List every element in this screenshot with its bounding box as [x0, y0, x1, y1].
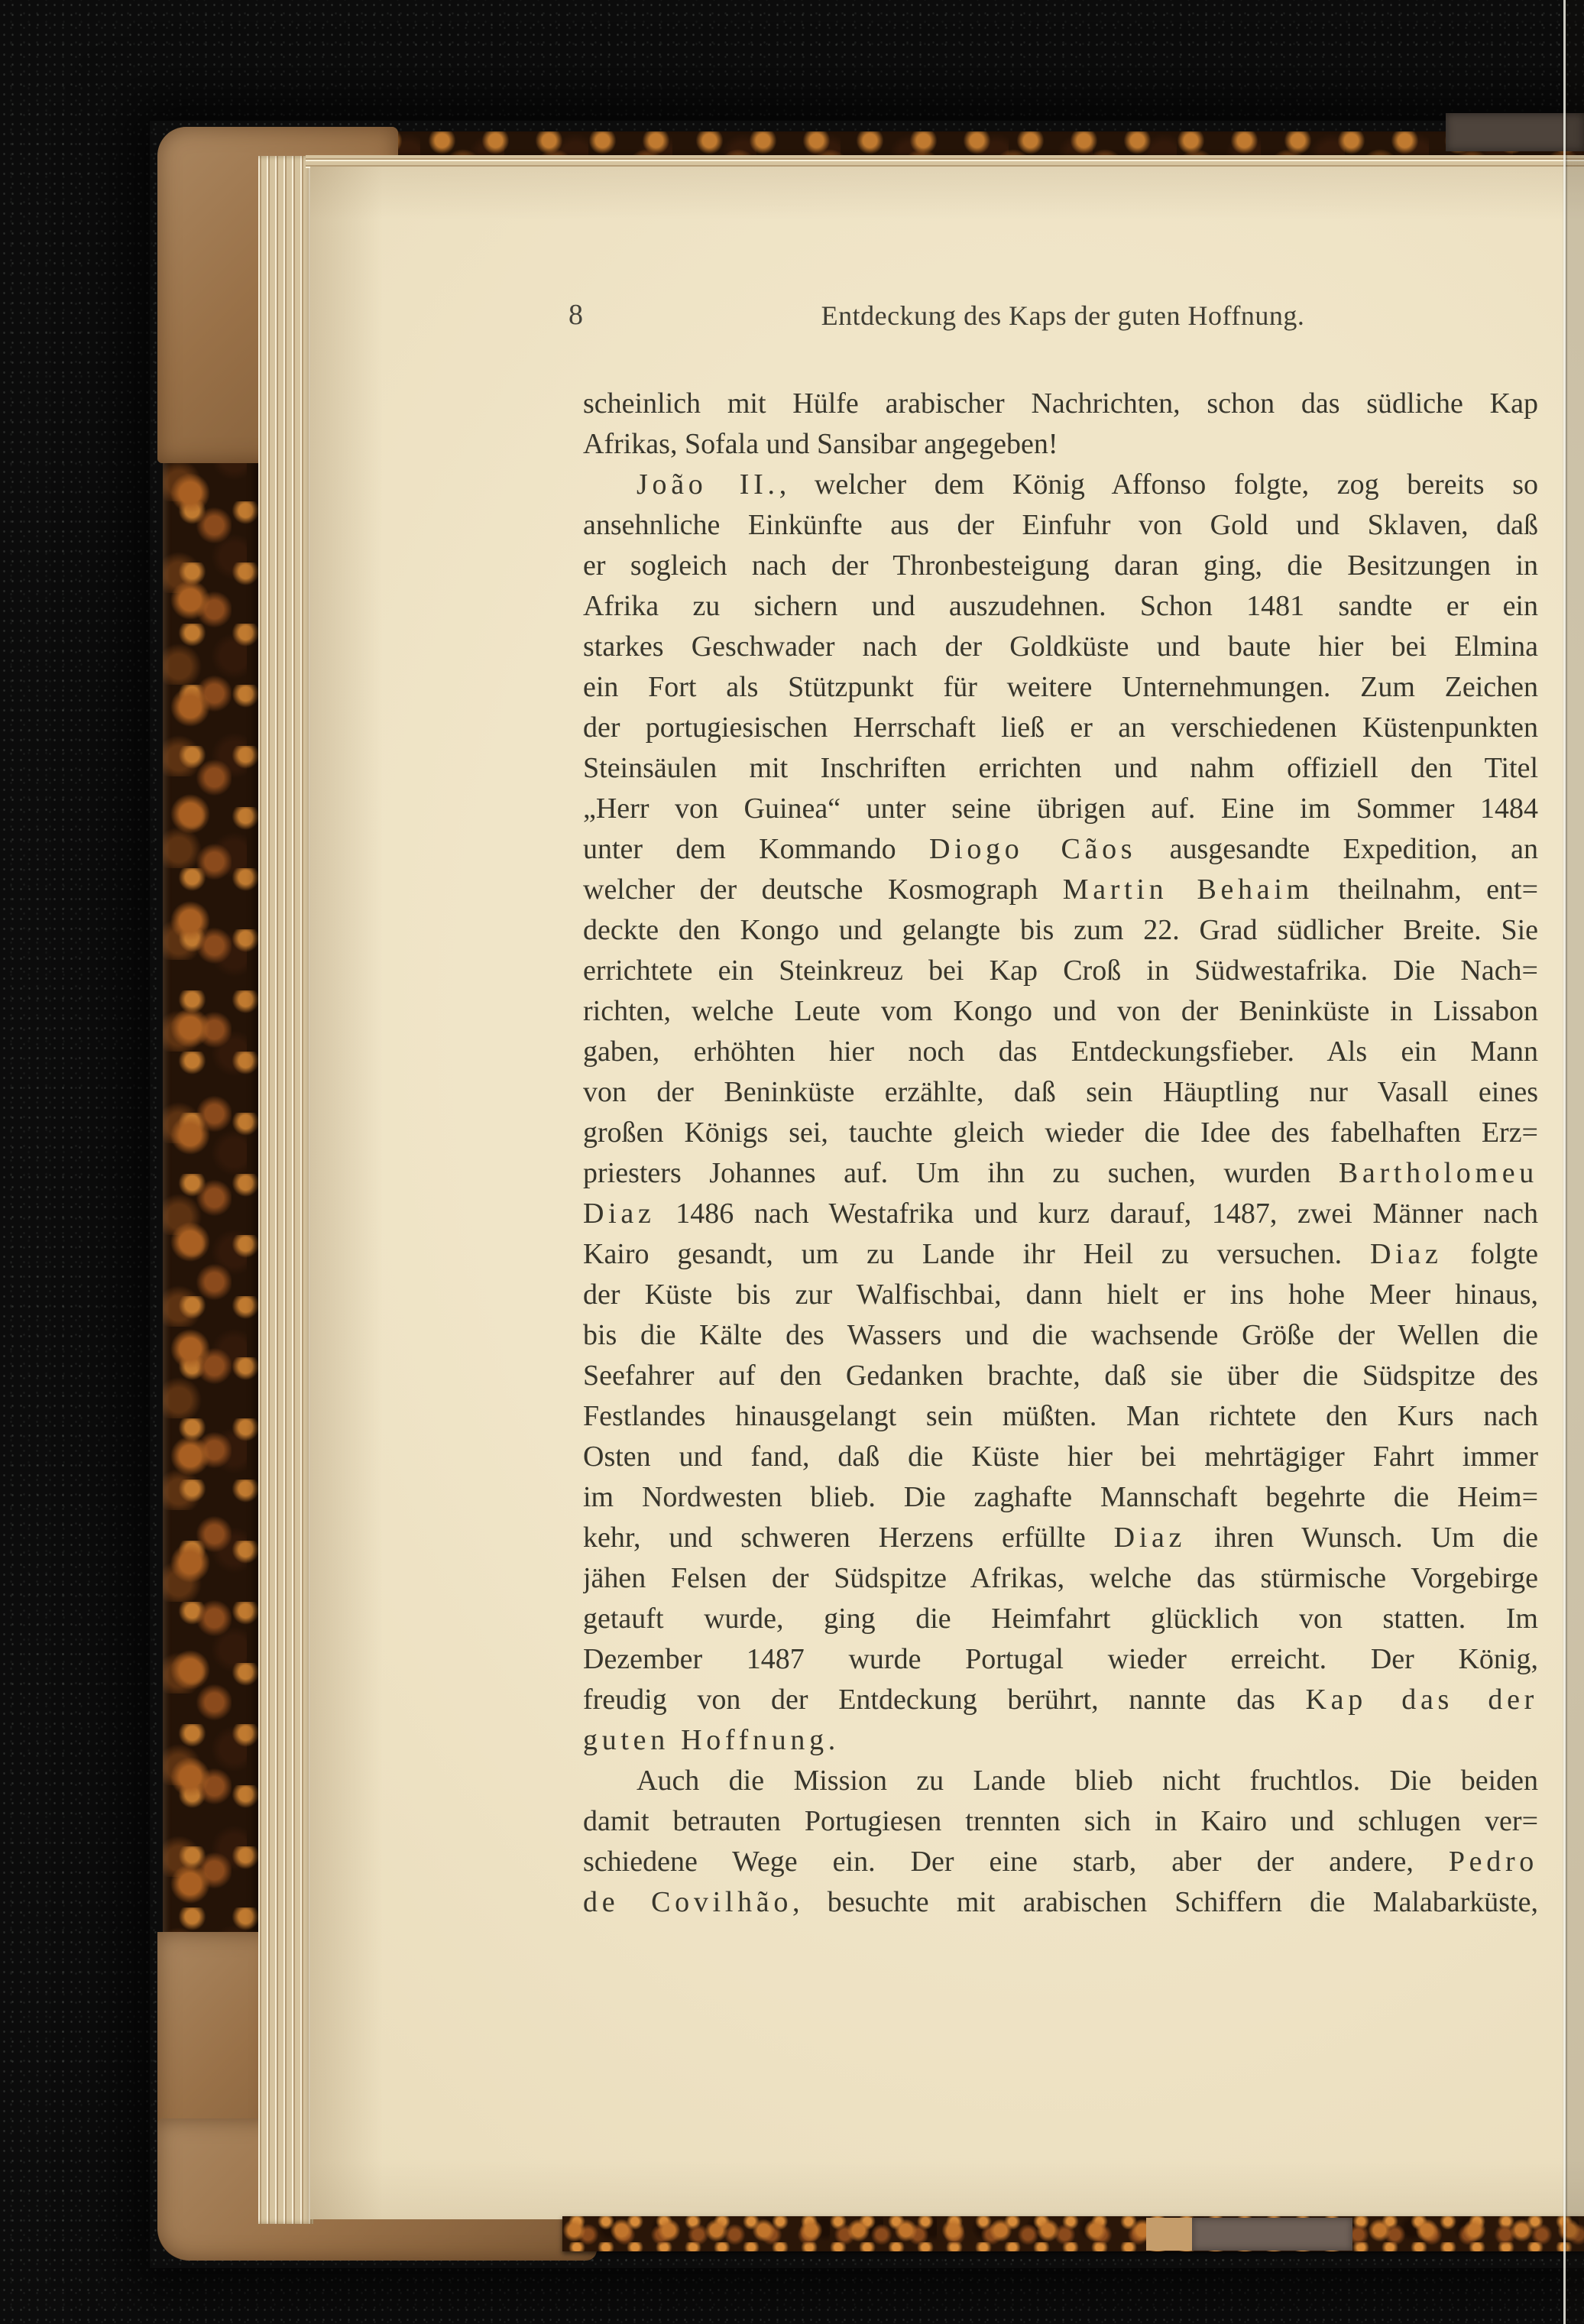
text-line: scheinlich mit Hülfe arabischer Nachrichten, schon das südliche Kap [583, 387, 1538, 420]
text-line: er sogleich nach der Thronbesteigung daran ging, die Besitzungen in [583, 549, 1538, 582]
text-line: getauft wurde, ging die Heimfahrt glücklich von statten. Im [583, 1603, 1538, 1635]
page-number: 8 [568, 299, 584, 331]
text-line: richten, welche Leute vom Kongo und von der Beninküste in Lissabon [583, 995, 1538, 1027]
text-line: bis die Kälte des Wassers und die wachsende Größe der Wellen die [583, 1319, 1538, 1351]
spaced-name: Diaz [1369, 1238, 1443, 1270]
text-line: damit betrauten Portugiesen trennten sich in Kairo und schlugen ver= [583, 1805, 1538, 1837]
text-line: ein Fort als Stützpunkt für weitere Unternehmungen. Zum Zeichen [583, 671, 1538, 703]
spaced-name: guten Hoffnung [583, 1724, 828, 1756]
text-line: Afrika zu sichern und auszudehnen. Schon 1481 sandte er ein [583, 590, 1538, 622]
spaced-name: Diaz [1113, 1522, 1187, 1554]
text-line: jähen Felsen der Südspitze Afrikas, welche das stürmische Vorgebirge [583, 1562, 1538, 1594]
text-line: Dezember 1487 wurde Portugal wieder erreicht. Der König, [583, 1643, 1538, 1675]
text-line: priesters Johannes auf. Um ihn zu suchen, wurden Bartholomeu [583, 1157, 1538, 1189]
text-line: im Nordwesten blieb. Die zaghafte Mannschaft begehrte die Heim= [583, 1481, 1538, 1513]
spaced-name: João II. [637, 468, 779, 501]
text-line: Diaz 1486 nach Westafrika und kurz darauf, 1487, zwei Männer nach [583, 1198, 1538, 1230]
text-line: unter dem Kommando Diogo Cãos ausgesandte Expedition, an [583, 833, 1538, 865]
text-line: „Herr von Guinea“ unter seine übrigen auf. Eine im Sommer 1484 [583, 792, 1538, 825]
spaced-name: Bartholomeu [1338, 1157, 1538, 1189]
book-page [310, 167, 1584, 2219]
text-line: Seefahrer auf den Gedanken brachte, daß sie über die Südspitze des [583, 1360, 1538, 1392]
text-line: guten Hoffnung. [583, 1724, 836, 1756]
text-line: Kairo gesandt, um zu Lande ihr Heil zu versuchen. Diaz folgte [583, 1238, 1538, 1270]
text-line: der portugiesischen Herrschaft ließ er an verschiedenen Küstenpunkten [583, 711, 1538, 744]
text-line: João II., welcher dem König Affonso folgte, zog bereits so [637, 468, 1538, 501]
text-line: Auch die Mission zu Lande blieb nicht fruchtlos. Die beiden [637, 1765, 1538, 1797]
bottom-edge-tan-patch [1146, 2218, 1194, 2251]
text-line: Osten und fand, daß die Küste hier bei mehrtägiger Fahrt immer [583, 1441, 1538, 1473]
text-line: starkes Geschwader nach der Goldküste und baute hier bei Elmina [583, 630, 1538, 663]
page-edge-stack-left [258, 156, 313, 2224]
text-line: ansehnliche Einkünfte aus der Einfuhr von Gold und Sklaven, daß [583, 509, 1538, 541]
text-line: freudig von der Entdeckung berührt, nannte das Kap das der [583, 1684, 1538, 1716]
right-glass-shade [1566, 0, 1584, 2324]
text-line: deckte den Kongo und gelangte bis zum 22. Grad südlicher Breite. Sie [583, 914, 1538, 946]
top-cover-band [252, 131, 1584, 157]
text-line: errichtete ein Steinkreuz bei Kap Croß in Südwestafrika. Die Nach= [583, 955, 1538, 987]
spaced-name: Diaz [583, 1198, 656, 1230]
body-text [583, 384, 1538, 1923]
text-line: gaben, erhöhten hier noch das Entdeckungsfieber. Als ein Mann [583, 1036, 1538, 1068]
spaced-name: Diogo Cãos [928, 833, 1137, 865]
spaced-name: Pedro [1448, 1846, 1538, 1878]
running-title: Entdeckung des Kaps der guten Hoffnung. [821, 300, 1305, 331]
text-line: de Covilhão, besuchte mit arabischen Schiffern die Malabarküste, [583, 1886, 1538, 1918]
text-line: Festlandes hinausgelangt sein müßten. Man richtete den Kurs nach [583, 1400, 1538, 1432]
text-line: welcher der deutsche Kosmograph Martin Behaim theilnahm, ent= [583, 874, 1538, 906]
text-line: großen Königs sei, tauchte gleich wieder die Idee des fabelhaften Erz= [583, 1117, 1538, 1149]
bottom-edge-grey-patch [1192, 2218, 1352, 2251]
bottom-fore-edge [562, 2216, 1584, 2251]
text-line: Steinsäulen mit Inschriften errichten und nahm offiziell den Titel [583, 752, 1538, 784]
spaced-name: Martin Behaim [1062, 874, 1314, 906]
text-line: kehr, und schweren Herzens erfüllte Diaz ihren Wunsch. Um die [583, 1522, 1538, 1554]
text-line: Afrikas, Sofala und Sansibar angegeben! [583, 428, 1058, 460]
text-line: der Küste bis zur Walfischbai, dann hielt er ins hohe Meer hinaus, [583, 1279, 1538, 1311]
spaced-name: Kap das der [1305, 1684, 1538, 1716]
text-line: schiedene Wege ein. Der eine starb, aber der andere, Pedro [583, 1846, 1538, 1878]
text-line: von der Beninküste erzählte, daß sein Häuptling nur Vasall eines [583, 1076, 1538, 1108]
spaced-name: de Covilhão [583, 1886, 793, 1918]
